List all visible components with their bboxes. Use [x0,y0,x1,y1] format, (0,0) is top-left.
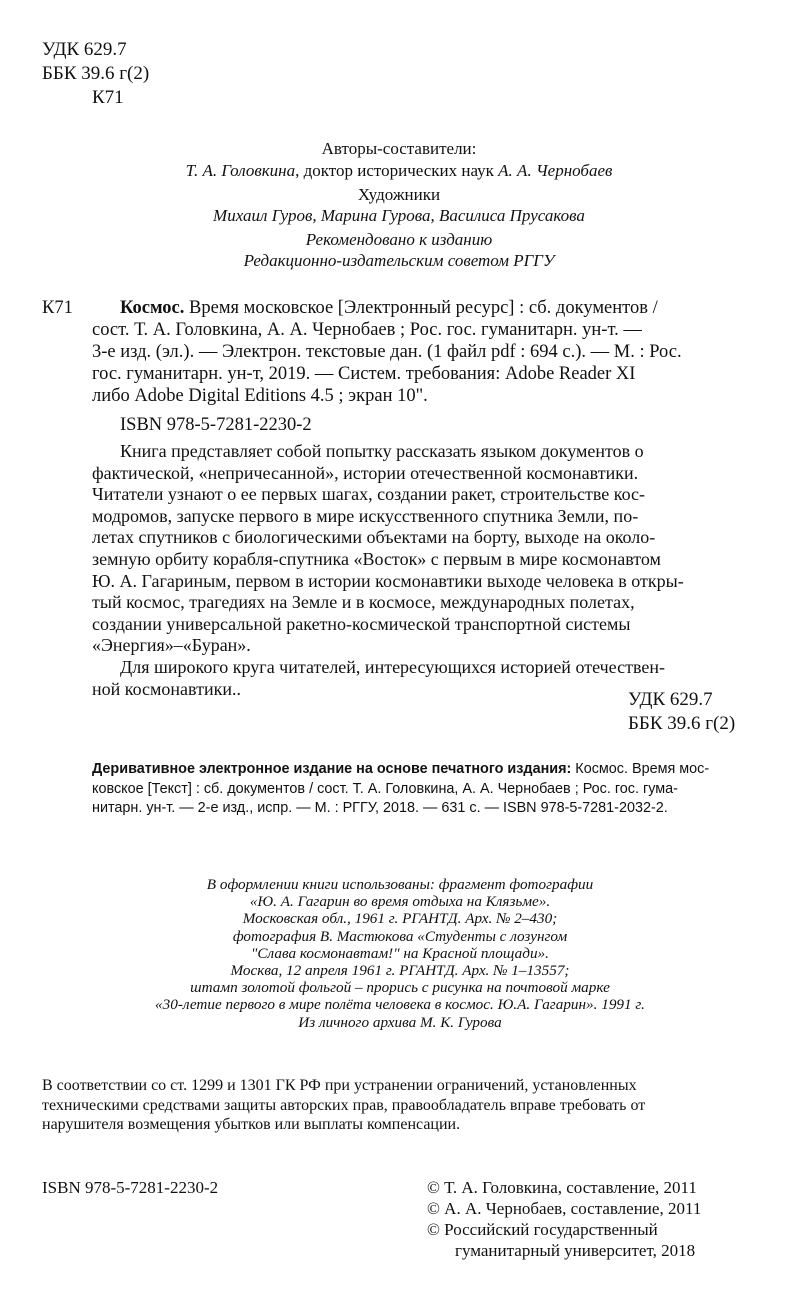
recommendation-council: Редакционно-издательским советом РГГУ [243,251,555,270]
artists-names: Михаил Гуров, Марина Гурова, Василиса Прусакова [213,206,585,225]
book-title: Космос. [120,298,185,318]
author-mark: К71 [92,87,124,108]
compiler-name: А. А. Чернобаев [498,161,613,180]
annotation-line: создании универсальной ракетно-космической транспортной системы [92,613,631,634]
cover-note-line: Московская обл., 1961 г. РГАНТД. Арх. № 2–430; [242,910,558,928]
entry-line: сост. Т. А. Головкина, А. А. Чернобаев ; Рос. гос. гуманитарн. ун-т. — [92,320,642,340]
annotation-line: Книга представляет собой попытку рассказать языком документов о [120,441,644,461]
entry-line: Космос. Время московское [Электронный ресурс] : сб. документов / [120,298,658,318]
annotation-line: модромов, запуске первого в мире искусственного спутника Земли, по- [92,505,639,526]
cover-note-line: "Слава космонавтам!" на Красной площади». [251,944,549,962]
annotation-line: земную орбиту корабля-спутника «Восток» с первым в мире космонавтом [92,548,661,569]
entry-line: гос. гуманитарн. ун-т, 2019. — Систем. требования: Adobe Reader XI [92,364,636,384]
cover-design-note [40,876,760,1031]
compilers-line [0,160,798,181]
entry-line: 3-е изд. (эл.). — Электрон. текстовые дан. (1 файл pdf : 694 с.). — М. : Рос. [92,342,682,362]
udk-code-footer: УДК 629.7 [628,689,713,710]
copyright-line: гуманитарный университет, 2018 [455,1241,696,1260]
cover-note-line: фотография В. Мастюкова «Студенты с лозунгом [232,927,568,945]
legal-line: В соответствии со ст. 1299 и 1301 ГК РФ при устранении ограничений, установленных [42,1077,637,1094]
isbn-footer: ISBN 978-5-7281-2230-2 [42,1178,219,1197]
derivative-edition-note: Деривативное электронное издание на основе печатного издания: Космос. Время мос- ковское [Текст] : сб. документов / сост. Т. А. Головкина, А. А. Чернобаев ; Рос. гос. гума- нитарн. ун-т. — 2-е изд., испр. — М. : РГГУ, 2018. — 631 с. — ISBN 978-5-7281-2032-2. [92,761,710,816]
annotation-line: Ю. А. Гагариным, первом в истории космонавтики выходе человека в откры- [92,570,684,591]
legal-notice [42,1076,758,1135]
cover-note-line: «30-летие первого в мире полёта человека в космос. Ю.А. Гагарин». 1991 г. [155,996,645,1014]
annotation [92,441,757,700]
copyright-line: © Российский государственный [427,1220,658,1239]
udk-code: УДК 629.7 [42,39,127,60]
cover-note-line: Из личного архива М. К. Гурова [298,1013,502,1031]
cover-note-line: В оформлении книги использованы: фрагмент фотографии [206,876,594,893]
recommendation-line: Рекомендовано к изданию [305,230,493,249]
legal-line: нарушителя возмещения убытков или выплаты компенсации. [42,1116,461,1134]
annotation-line: летах спутников с биологическими объектами на борту, выходе на около- [92,527,656,548]
derivative-label: Деривативное электронное издание на основе печатного издания: [92,761,572,777]
annotation-line: «Энергия»–«Буран». [92,635,251,656]
audience-line: Для широкого круга читателей, интересующихся историей отечествен- [120,656,665,677]
isbn-entry: ISBN 978-5-7281-2230-2 [120,415,312,435]
entry-author-mark: К71 [42,298,73,318]
annotation-line: Читатели узнают о ее первых шагах, создании ракет, строительстве кос- [92,484,645,505]
annotation-line: тый космос, трагедиях на Земле и в космосе, международных полетах, [92,592,635,613]
compilers-heading: Авторы-составители: [321,139,477,158]
audience-line: ной космонавтики.. [92,678,241,699]
copyright-block [427,1177,757,1261]
legal-line: техническими средствами защиты авторских прав, правообладатель вправе требовать от [42,1096,646,1114]
copyright-line: © Т. А. Головкина, составление, 2011 [427,1178,697,1197]
cover-note-line: штамп золотой фольгой – прорись с рисунка на почтовой марке [190,979,610,997]
entry-line: либо Adobe Digital Editions 4.5 ; экран 10". [92,386,428,406]
bbk-code: ББК 39.6 г(2) [42,63,150,84]
copyright-line: © А. А. Чернобаев, составление, 2011 [427,1199,702,1218]
artists-heading: Художники [357,185,441,204]
compiler-name: Т. А. Головкина [185,161,296,180]
cover-note-line: Москва, 12 апреля 1961 г. РГАНТД. Арх. № 1–13557; [230,962,570,980]
cover-note-line: «Ю. А. Гагарин во время отдыха на Клязьме». [249,893,551,911]
compiler-degree: , доктор исторических наук [295,161,499,180]
bbk-code-footer: ББК 39.6 г(2) [628,713,736,734]
annotation-line: фактической, «непричесанной», истории отечественной космонавтики. [92,462,639,483]
